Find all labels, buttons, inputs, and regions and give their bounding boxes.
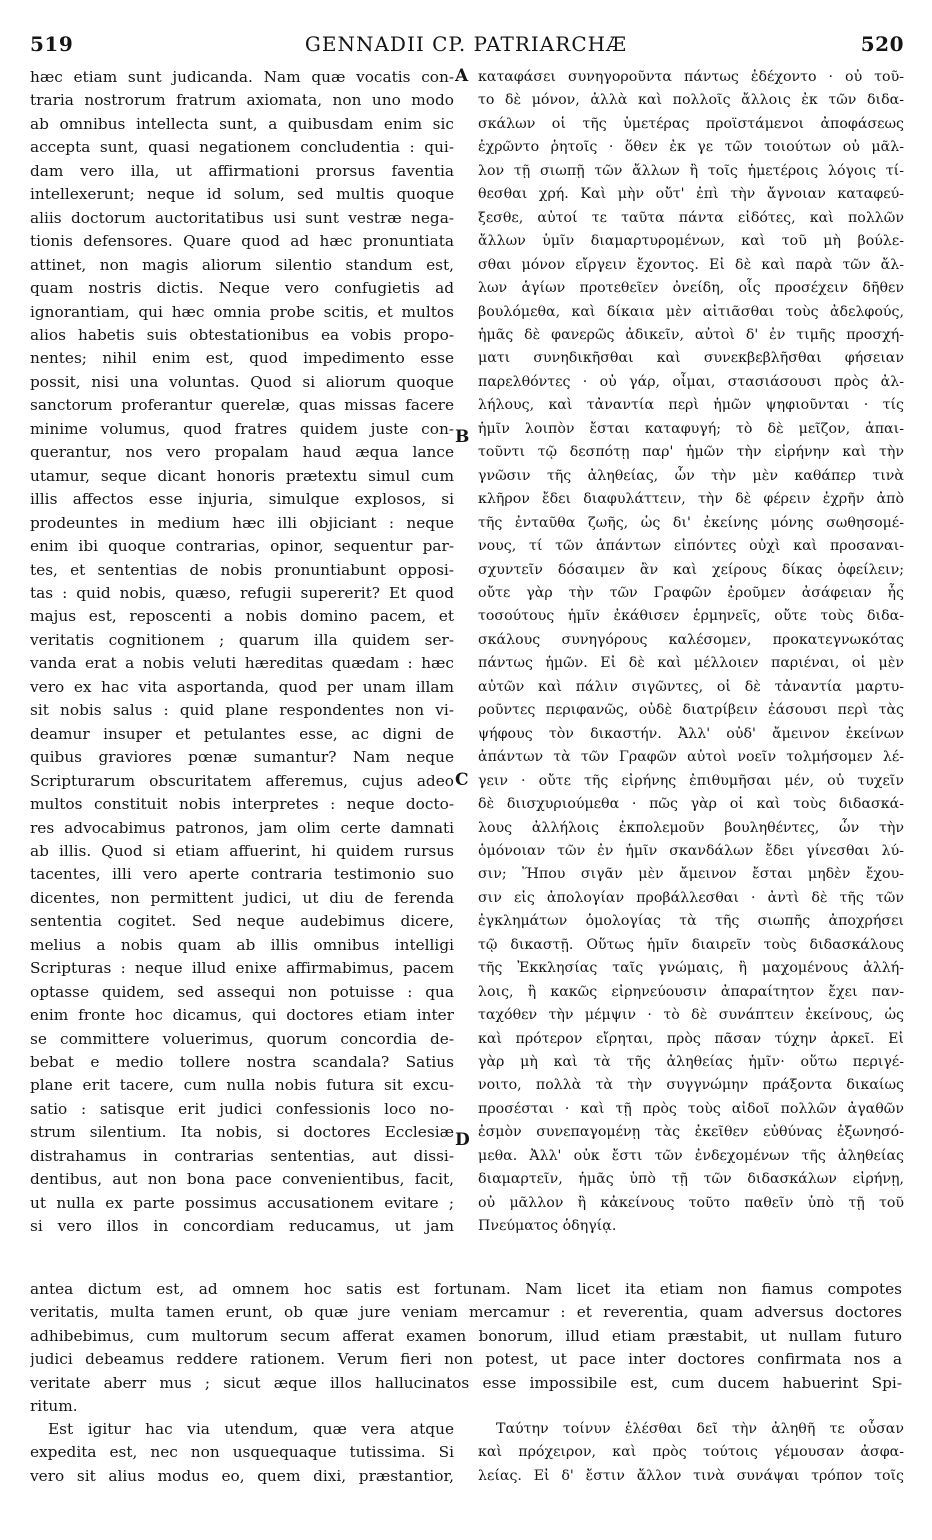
text-line: Est igitur hac via utendum, quæ vera atque	[48, 1420, 454, 1438]
text-line: νους, τί τῶν ἁπάντων εἰπόντες οὐχὶ καὶ προσαναι-	[478, 538, 904, 555]
greek-column	[478, 66, 904, 1239]
text-line: καὶ πρόχειρον, καὶ πρὸς τούτοις γέμουσαν ἀσφα-	[478, 1444, 904, 1461]
text-line: σκάλους συνηγόρους καλέσομεν, προκατεγνωκότας	[478, 631, 904, 648]
text-line: veritatis cognitionem ; quarum illa quidem ser-	[30, 630, 454, 649]
text-line: prodeuntes in medium hæc illi objiciant : neque	[30, 513, 454, 532]
text-line: dentibus, aut non bona pace convenientibus, facit,	[30, 1170, 454, 1189]
text-line: ἐγκλημάτων ὁμολογίας τὰ τῆς σιωπῆς ἀποχρήσει	[478, 913, 904, 930]
text-line: vero ex hac vita asportanda, quod per unam illam	[30, 677, 454, 696]
text-line: σθαι μόνον εἴργειν ἔχοντος. Εἰ δὲ καὶ παρὰ τῶν ἄλ-	[478, 256, 904, 273]
text-line: Πνεύματος ὁδηγίᾳ.	[478, 1218, 617, 1235]
text-line: quibus graviores pœnæ sumantur? Nam neque	[30, 748, 454, 767]
text-line: nentes; nihil enim est, quod impedimento esse	[30, 349, 454, 368]
text-line: το δὲ μόνον, ἀλλὰ καὶ πολλοῖς ἄλλοις ἐκ τῶν διδα-	[478, 92, 904, 109]
text-line: Scripturarum obscuritatem afferemus, cujus adeo	[30, 771, 454, 790]
text-line: γειν · οὔτε τῆς εἰρήνης ἐπιθυμῆσαι μέν, οὐ τυχεῖν	[478, 772, 904, 789]
text-line: λων ἁγίων προτεθεῖεν ὀνείδη, οἷς προσέχειν δῆθεν	[478, 280, 904, 297]
text-line: melius a nobis quam ab illis omnibus intelligi	[30, 935, 454, 954]
text-line: βουλόμεθα, καὶ δίκαια μὲν αἰτιᾶσθαι τοὺς ἀδελφούς,	[478, 303, 904, 320]
text-line: λήλους, καὶ τἀναντία περὶ ἡμῶν ψηφιοῦνται · τίς	[478, 397, 904, 414]
text-line: ματι συνηδικῆσθαι καὶ συνεκβεβλῆσθαι φήσειαν	[478, 350, 904, 367]
text-line: ab omnibus intellecta sunt, a quibusdam enim sic	[30, 114, 454, 133]
text-line: Ταύτην τοίνυν ἑλέσθαι δεῖ τὴν ἀληθῆ τε οὖσαν	[496, 1421, 904, 1437]
text-line: τοσούτους ἡμῖν ἐκάθισεν ἑρμηνεῖς, οὔτε τοὺς διδα-	[478, 608, 904, 625]
text-line: δὲ διισχυριούμεθα · πῶς γὰρ οἱ καὶ τοὺς διδασκά-	[478, 796, 904, 813]
text-line: τῆς ἐνταῦθα ζωῆς, ὡς δι' ἐκείνης μόνης σωθησομέ-	[478, 514, 904, 531]
text-line: res advocabimus patronos, jam olim certe damnati	[30, 818, 454, 837]
text-line: expedita est, nec non usquequaque tutissima. Si	[30, 1443, 454, 1462]
margin-letter-a: A	[455, 66, 469, 86]
text-line: vanda erat a nobis veluti hæreditas quædam : hæc	[30, 654, 454, 673]
text-line: vero sit alius modus eo, quem dixi, præstantior,	[30, 1466, 454, 1485]
text-line: λοις, ἢ κακῶς εἰρηνεύουσιν ἀπαραίτητον ἔχει παν-	[478, 983, 904, 1000]
text-line: πάντως ἡμῶν. Εἰ δὲ καὶ μέλλοιεν παριέναι, οἱ μὲν	[478, 655, 904, 672]
text-line: deamur insuper et petulantes esse, ac digni de	[30, 724, 454, 743]
text-line: ἐχρῶντο ῥητοῖς · ὅθεν ἐκ γε τῶν τοιούτων οὐ μᾶλ-	[478, 139, 904, 156]
text-line: aliis doctorum auctoritatibus usi sunt vestræ nega-	[30, 208, 454, 227]
text-line: σιν εἰς ἀπολογίαν προβάλλεσθαι · ἀντὶ δὲ τῆς τῶν	[478, 889, 904, 906]
text-line: distrahamus in contrarias sententias, aut dissi-	[30, 1146, 454, 1165]
text-line: ignorantiam, qui hæc omnia probe scitis, et multos	[30, 302, 454, 321]
text-line: ροῦντες περιφανῶς, οὐδὲ διατρίβειν ἐάσουσι περὶ τὰς	[478, 702, 904, 719]
text-line: enim ibi quoque contrarias, opinor, sequentur par-	[30, 537, 454, 556]
text-line: ut nulla ex parte possimus accusationem evitare ;	[30, 1193, 454, 1212]
page-number-right: 520	[860, 32, 904, 56]
text-line: strum silentium. Ita nobis, si doctores Ecclesiæ	[30, 1123, 454, 1142]
text-line: καταφάσει συνηγοροῦντα πάντως ἐδέχοντο · οὐ τοῦ-	[478, 69, 904, 85]
text-line: majus est, reposcenti a nobis domino pacem, et	[30, 607, 454, 626]
running-title: GENNADII CP. PATRIARCHÆ	[304, 32, 628, 56]
text-line: satio : satisque erit judici confessionis loco no-	[30, 1099, 454, 1118]
greek-column-continued	[478, 1418, 904, 1488]
text-line: κλῆρον ἔδει διαφυλάττειν, τὴν δὲ φέρειν ἐχρῆν ἀπὸ	[478, 491, 904, 508]
text-line: ἡμῖν λοιπὸν ἔσται καταφυγή; τὸ δὲ μεῖζον, ἀπαι-	[478, 420, 904, 437]
margin-letter-c: C	[455, 770, 469, 790]
text-line: tacentes, illi vero aperte contraria testimonio suo	[30, 865, 454, 884]
text-line: alios habetis suis obtestationibus ea vobis propo-	[30, 325, 454, 344]
text-line: bebat e medio tollere nostra scandala? Satius	[30, 1053, 454, 1072]
text-line: ταχόθεν τὴν μέμψιν · τὸ δὲ συνάπτειν ἐκείνους, ὡς	[478, 1007, 904, 1024]
text-line: οὔτε γὰρ τὴν τῶν Γραφῶν ἐροῦμεν ἀσάφειαν ἧς	[478, 584, 904, 601]
text-line: σκάλων οἱ τῆς ὑμετέρας προϊστάμενοι ἀποφάσεως	[478, 115, 904, 132]
text-line: optasse quidem, sed assequi non potuisse : qua	[30, 982, 454, 1001]
text-line: possit, nisi una voluntas. Quod si aliorum quoque	[30, 372, 454, 391]
text-line: accepta sunt, quasi negationem concludentia : qui-	[30, 138, 454, 157]
text-line: intellexerunt; neque id solum, sed multis quoque	[30, 185, 454, 204]
text-line: si vero illos in concordiam reducamus, ut jam	[30, 1217, 454, 1236]
text-line: τοῦντι τῷ δεσπότῃ παρ' ἡμῶν τὴν εἰρήνην καὶ τὴν	[478, 444, 904, 461]
latin-column-continued	[30, 1418, 454, 1488]
latin-column	[30, 66, 454, 1239]
text-line: ὁμόνοιαν τῶν ἐν ἡμῖν σκανδάλων ἔδει γίνεσθαι λύ-	[478, 842, 904, 859]
text-line: παρελθόντες · οὐ γάρ, οἶμαι, στασιάσουσι πρὸς ἀλ-	[478, 373, 904, 390]
text-line: plane erit tacere, cum nulla nobis futura sit excu-	[30, 1076, 454, 1095]
text-line: querantur, nos vero propalam haud æqua lance	[30, 443, 454, 462]
text-line: veritatis, multa tamen erunt, ob quæ jure veniam mercamur : et reverentia, quam adversus doctores	[30, 1303, 902, 1322]
text-line: tas : quid nobis, quæso, refugii supererit? Et quod	[30, 583, 454, 602]
text-line: γνῶσιν τῆς ἀληθείας, ὧν τὴν μὲν καθάπερ τινὰ	[478, 467, 904, 484]
margin-letter-d: D	[455, 1130, 470, 1150]
text-line: quam nostris dictis. Neque vero confugietis ad	[30, 279, 454, 298]
text-line: enim fronte hoc dicamus, qui doctores etiam inter	[30, 1006, 454, 1025]
text-line: tes, et sententias de nobis pronuntiabunt opposi-	[30, 560, 454, 579]
text-line: tionis defensores. Quare quod ad hæc pronuntiata	[30, 232, 454, 251]
text-line: ἐσμὸν συνεπαγομένῃ τὰς ἐκεῖθεν εὐθύνας ἐξωνησό-	[478, 1124, 904, 1141]
text-line: sanctorum proferantur querelæ, quas missas facere	[30, 396, 454, 415]
text-line: λείας. Εἰ δ' ἔστιν ἄλλον τινὰ συνάψαι τρόπον τοῖς	[478, 1467, 904, 1484]
text-line: σχυντεῖν δόσαιμεν ἂν καὶ χείρους δίκας ὀφείλειν;	[478, 561, 904, 578]
text-line: θεσθαι χρή. Καὶ μὴν οὔτ' ἐπὶ τὴν ἄγνοιαν καταφεύ-	[478, 186, 904, 203]
text-line: hæc etiam sunt judicanda. Nam quæ vocatis con-	[30, 68, 454, 86]
text-line: τῆς Ἐκκλησίας ταῖς γνώμαις, ἢ μαχομένους ἀλλή-	[478, 960, 904, 977]
text-line: ξεσθε, αὐτοί τε ταῦτα πάντα εἰδότες, καὶ πολλῶν	[478, 209, 904, 226]
text-line: Scripturas : neque illud enixe affirmabimus, pacem	[30, 959, 454, 978]
text-line: ab illis. Quod si etiam affuerint, hi quidem rursus	[30, 841, 454, 860]
text-line: αὐτῶν καὶ πάλιν σιγῶντες, οἱ δὲ τἀναντία μαρτυ-	[478, 678, 904, 695]
text-line: λους ἀλλήλοις ἐκπολεμοῦν βουληθέντες, ὧν τὴν	[478, 819, 904, 836]
text-line: ἁπάντων τὰ τῶν Γραφῶν αὐτοὶ νοεῖν τολμήσομεν λέ-	[478, 749, 904, 766]
page-number-left: 519	[30, 32, 74, 56]
text-line: γὰρ μὴ καὶ τὰ τῆς ἀληθείας ἡμῖν· οὕτω περιγέ-	[478, 1054, 904, 1071]
text-line: sententia cogitet. Sed neque audebimus dicere,	[30, 912, 454, 931]
text-line: adhibebimus, cum multorum secum afferat examen bonorum, illud etiam præstabit, ut nullam futuro	[30, 1326, 902, 1345]
text-line: dicentes, non permittent judici, ut diu de ferenda	[30, 888, 454, 907]
latin-full-width-paragraph	[30, 1278, 902, 1419]
text-line: μεθα. Ἀλλ' οὐκ ἔστι τῶν ἐνδεχομένων τῆς ἀληθείας	[478, 1147, 904, 1164]
text-line: ἄλλων ὑμῖν διαμαρτυρομένων, καὶ τοῦ μὴ βούλε-	[478, 233, 904, 250]
text-line: καὶ πρότερον εἴρηται, πρὸς πᾶσαν τύχην ἀρκεῖ. Εἰ	[478, 1030, 904, 1047]
text-line: dam vero illa, ut affirmationi prorsus faventia	[30, 161, 454, 180]
text-line: illis affectos esse injuria, simulque explosos, si	[30, 490, 454, 509]
text-line: τῷ δικαστῇ. Οὕτως ἡμῖν διαιρεῖν τοὺς διδασκάλους	[478, 936, 904, 953]
text-line: οὐ μᾶλλον ἢ κἀκείνους τοῦτο παθεῖν ὑπὸ τῇ τοῦ	[478, 1194, 904, 1211]
text-line: traria nostrorum fratrum axiomata, non uno modo	[30, 91, 454, 110]
text-line: utamur, seque dicant honoris prætextu simul cum	[30, 466, 454, 485]
text-line: προσέσται · καὶ τῇ πρὸς τοὺς αἰδοῖ πολλῶν ἀγαθῶν	[478, 1100, 904, 1117]
text-line: sit nobis salus : quid plane respondentes non vi-	[30, 701, 454, 720]
text-line: λον τῇ σιωπῇ τῶν ἄλλων ἢ τοῖς ἡμετέροις λόγοις τί-	[478, 162, 904, 179]
text-line: σιν; Ἥπου σιγᾶν μὲν ἄμεινον ἔσται μηδὲν ἔχου-	[478, 866, 904, 883]
text-line: veritate aberr mus ; sicut æque illos hallucinatos esse impossibile est, cum ducem habuerint Spi-	[30, 1373, 902, 1392]
text-line: judici debeamus reddere rationem. Verum fieri non potest, ut pace inter doctores confirmata nos a	[30, 1350, 902, 1369]
text-line: νοιτο, πολλὰ τὰ τὴν συγγνώμην πράξοντα δικαίως	[478, 1077, 904, 1094]
text-line: attinet, non magis aliorum silentio standum est,	[30, 255, 454, 274]
text-line: ritum.	[30, 1397, 78, 1416]
text-line: antea dictum est, ad omnem hoc satis est fortunam. Nam licet ita etiam non fiamus compotes	[30, 1280, 902, 1298]
text-line: minime volumus, quod fratres quidem juste con-	[30, 419, 454, 438]
text-line: multos constituit nobis interpretes : neque docto-	[30, 795, 454, 814]
text-line: ψήφους τὸν δικαστήν. Ἀλλ' οὐδ' ἄμεινον ἐκείνων	[478, 725, 904, 742]
margin-letter-b: B	[455, 427, 470, 447]
text-line: ἡμᾶς δὲ φανερῶς ἀδικεῖν, αὐτοὶ δ' ἐν τιμῆς προσχή-	[478, 326, 904, 343]
text-line: διαμαρτεῖν, ἡμᾶς ὑπὸ τῇ τῶν διδασκάλων εἰρήνῃ,	[478, 1171, 904, 1188]
text-line: se committere voluerimus, quorum concordia de-	[30, 1029, 454, 1048]
